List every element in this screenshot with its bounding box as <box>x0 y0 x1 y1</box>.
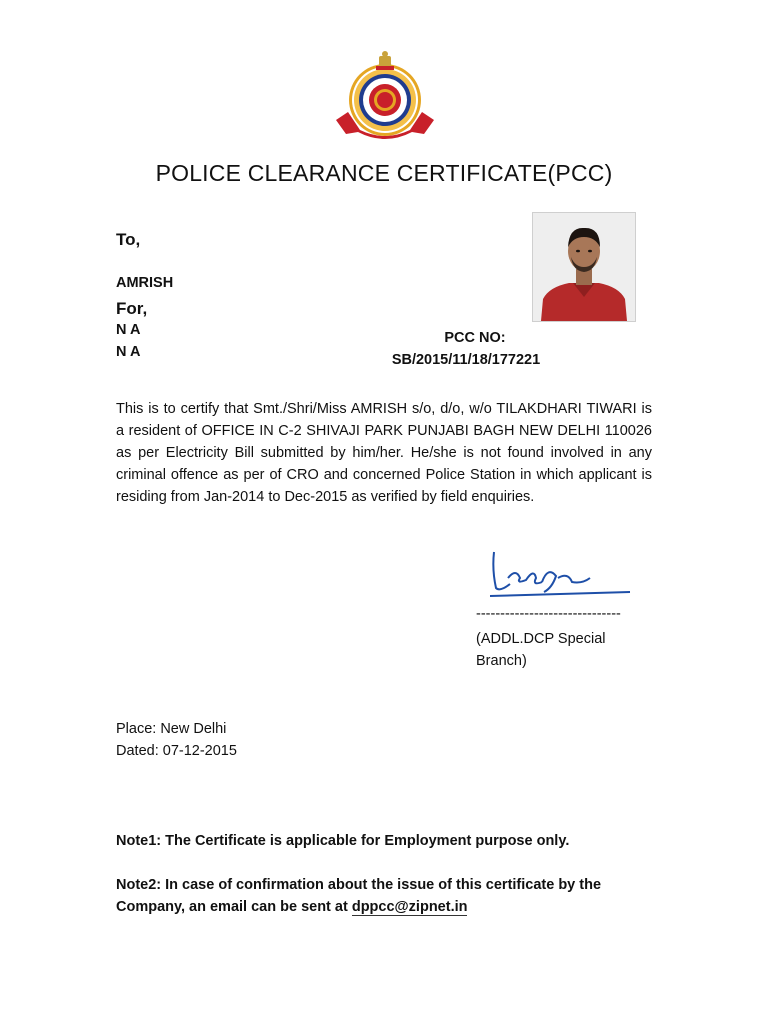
for-line-1: N A <box>116 322 141 338</box>
delhi-police-emblem-icon <box>332 50 438 144</box>
applicant-photo <box>532 212 636 322</box>
note-1: Note1: The Certificate is applicable for Employment purpose only. <box>116 833 570 849</box>
email-link[interactable]: dppcc@zipnet.in <box>351 899 468 915</box>
note-2-text: Note2: In case of confirmation about the issue of this certificate by the Company, an email can be sent at <box>116 877 602 915</box>
for-line-2: N A <box>116 344 141 360</box>
signature-line: ------------------------------ <box>476 606 621 622</box>
applicant-name: AMRISH <box>116 275 174 291</box>
dated: Dated: 07-12-2015 <box>116 743 237 759</box>
place: Place: New Delhi <box>116 721 227 737</box>
pcc-number: SB/2015/11/18/177221 <box>391 352 541 368</box>
note-2 <box>116 874 656 918</box>
page-title: POLICE CLEARANCE CERTIFICATE(PCC) <box>155 160 613 186</box>
applicant-photo-icon <box>533 213 635 321</box>
to-label: To, <box>116 230 141 249</box>
for-label: For, <box>116 299 148 318</box>
signatory-designation: (ADDL.DCP Special Branch) <box>476 631 606 669</box>
pcc-number-label: PCC NO: <box>444 330 506 346</box>
signature-icon <box>486 548 636 600</box>
certificate-body-text: This is to certify that Smt./Shri/Miss AMRISH s/o, d/o, w/o TILAKDHARI TIWARI is a resident of OFFICE IN C-2 SHIVAJI PARK PUNJABI BAGH NEW DELHI 110026 as per Electricity Bill submitted by him/her. He/she is not found involved in any criminal offence as per of CRO and concerned Police Station in which applicant is residing from Jan-2014 to Dec-2015 as verified by field enquiries. <box>116 401 652 505</box>
